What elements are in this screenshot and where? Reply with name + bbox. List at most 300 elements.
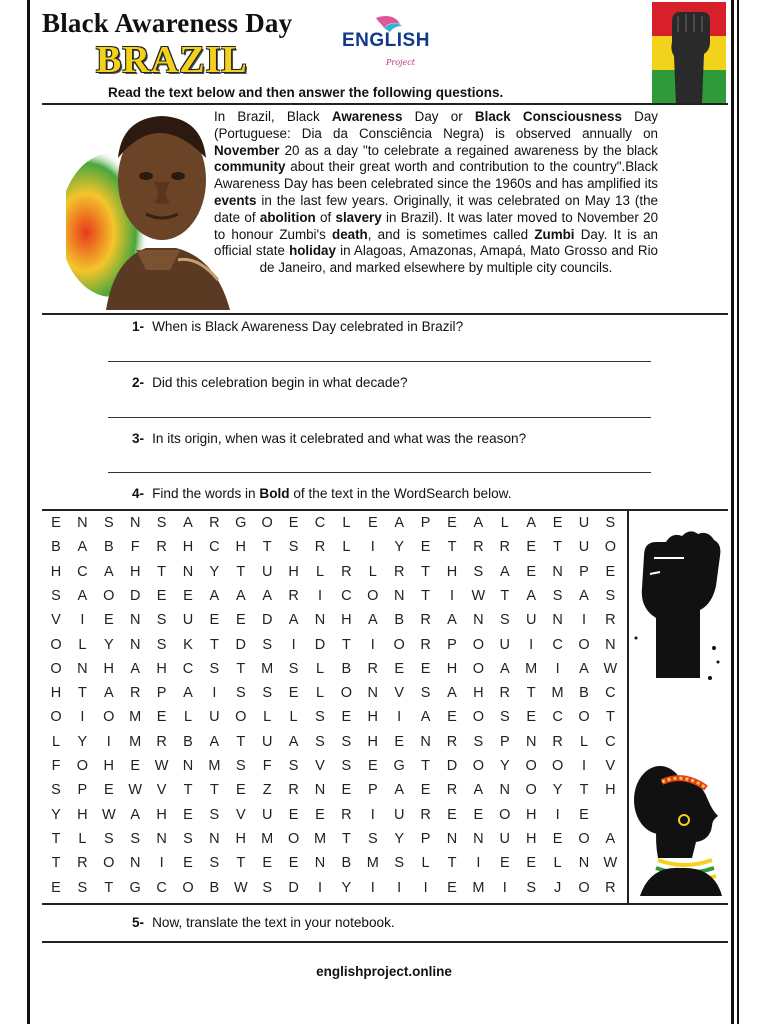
word-search-letter[interactable]: O (50, 709, 62, 726)
word-search-letter[interactable]: A (473, 515, 484, 531)
word-search-letter[interactable]: A (394, 782, 405, 799)
word-search-letter[interactable]: A (130, 660, 141, 677)
word-search-letter[interactable]: L (342, 515, 351, 531)
word-search-letter[interactable]: H (103, 660, 115, 677)
word-search-letter[interactable]: N (314, 612, 326, 629)
word-search-letter[interactable]: L (289, 709, 298, 726)
word-search-letter[interactable]: B (51, 539, 61, 556)
word-search-letter[interactable]: T (157, 563, 167, 580)
word-search-letter[interactable]: N (552, 612, 563, 629)
word-search-letter[interactable]: H (156, 806, 167, 823)
word-search-letter[interactable]: Y (394, 539, 405, 556)
word-search-letter[interactable]: F (262, 758, 272, 774)
word-search-letter[interactable]: S (156, 636, 167, 653)
word-search-letter[interactable]: E (156, 709, 167, 726)
word-search-letter[interactable]: C (314, 515, 326, 531)
word-search-letter[interactable]: F (51, 758, 61, 774)
word-search-letter[interactable]: S (183, 830, 193, 847)
word-search-letter[interactable]: A (420, 709, 431, 726)
word-search-letter[interactable]: S (367, 830, 378, 847)
word-search-letter[interactable]: S (156, 612, 167, 629)
word-search-letter[interactable]: E (579, 806, 589, 823)
word-search-letter[interactable]: S (288, 660, 299, 677)
word-search-letter[interactable]: N (499, 782, 511, 799)
word-search-letter[interactable]: A (526, 515, 537, 531)
word-search-letter[interactable]: H (473, 685, 484, 702)
word-search-letter[interactable]: N (367, 685, 379, 702)
word-search-letter[interactable]: E (51, 515, 61, 531)
word-search-letter[interactable]: B (394, 612, 405, 629)
word-search-letter[interactable]: R (473, 539, 484, 556)
word-search-letter[interactable]: O (472, 636, 485, 653)
word-search-letter[interactable]: L (183, 709, 193, 726)
word-search-letter[interactable]: S (341, 758, 352, 774)
word-search-letter[interactable]: E (420, 782, 431, 799)
word-search-letter[interactable]: N (393, 587, 405, 604)
word-search-letter[interactable]: O (604, 539, 617, 556)
word-search-letter[interactable]: B (103, 539, 114, 556)
word-search-letter[interactable]: O (499, 806, 511, 823)
word-search-letter[interactable]: S (130, 830, 141, 847)
word-search-letter[interactable]: T (209, 782, 219, 799)
word-search-letter[interactable]: G (235, 515, 247, 531)
word-search-letter[interactable]: E (605, 563, 616, 580)
word-search-letter[interactable]: V (156, 782, 167, 799)
word-search-letter[interactable]: Y (103, 636, 114, 653)
word-search-letter[interactable]: A (367, 612, 378, 629)
word-search-letter[interactable]: W (603, 660, 618, 677)
word-search-letter[interactable]: O (472, 660, 485, 677)
word-search-letter[interactable]: A (77, 539, 88, 556)
word-search-letter[interactable]: M (313, 830, 327, 847)
word-search-letter[interactable]: R (314, 539, 326, 556)
word-search-letter[interactable]: T (236, 660, 246, 677)
word-search-letter[interactable]: D (261, 612, 273, 629)
word-search-letter[interactable]: T (236, 855, 246, 872)
word-search-letter[interactable]: E (367, 515, 378, 531)
word-search-letter[interactable]: E (103, 612, 114, 629)
word-search-letter[interactable]: O (103, 855, 115, 872)
word-search-letter[interactable]: H (50, 685, 62, 702)
word-search-letter[interactable]: P (77, 782, 88, 799)
word-search-letter[interactable]: R (446, 782, 458, 799)
word-search-letter[interactable]: O (261, 515, 273, 531)
word-search-letter[interactable]: E (367, 758, 378, 774)
word-search-letter[interactable]: H (341, 612, 352, 629)
word-search-letter[interactable]: C (156, 879, 167, 896)
word-search-letter[interactable]: I (397, 879, 402, 896)
word-search-letter[interactable]: P (420, 830, 431, 847)
word-search-letter[interactable]: J (553, 879, 562, 896)
word-search-letter[interactable]: A (288, 733, 299, 750)
word-search-letter[interactable]: A (394, 515, 405, 531)
word-search-letter[interactable]: A (103, 685, 114, 702)
word-search-letter[interactable]: N (473, 612, 484, 629)
word-search-letter[interactable]: L (51, 733, 61, 750)
word-search-letter[interactable]: I (370, 806, 375, 823)
word-search-letter[interactable]: E (288, 855, 299, 872)
word-search-letter[interactable]: O (182, 879, 194, 896)
word-search-letter[interactable]: E (499, 855, 510, 872)
word-search-letter[interactable]: I (581, 758, 587, 774)
word-search-letter[interactable]: E (288, 515, 299, 531)
word-search-letter[interactable]: T (209, 636, 219, 653)
word-search-letter[interactable]: S (315, 733, 325, 750)
word-search-letter[interactable]: B (579, 685, 589, 702)
word-search-letter[interactable]: A (183, 515, 193, 531)
word-search-letter[interactable]: S (262, 636, 273, 653)
word-search-letter[interactable]: A (579, 660, 589, 677)
word-search-letter[interactable]: G (129, 879, 141, 896)
word-search-letter[interactable]: H (50, 563, 62, 580)
word-search-letter[interactable]: N (77, 515, 88, 531)
word-search-letter[interactable]: C (341, 587, 352, 604)
word-search-letter[interactable]: E (420, 539, 431, 556)
word-search-letter[interactable]: R (288, 587, 299, 604)
word-search-letter[interactable]: T (51, 855, 61, 872)
word-search-letter[interactable]: R (341, 563, 352, 580)
word-search-letter[interactable]: O (472, 758, 485, 774)
word-search-letter[interactable]: S (605, 515, 616, 531)
word-search-letter[interactable]: I (423, 879, 428, 896)
word-search-letter[interactable]: O (393, 636, 405, 653)
word-search-letter[interactable]: R (129, 685, 141, 702)
word-search-letter[interactable]: R (341, 806, 352, 823)
word-search-letter[interactable]: N (129, 636, 141, 653)
word-search-letter[interactable]: A (499, 660, 510, 677)
word-search-letter[interactable]: I (449, 587, 455, 604)
word-search-letter[interactable]: U (578, 539, 590, 556)
word-search-letter[interactable]: S (341, 733, 352, 750)
word-search-letter[interactable]: I (317, 587, 323, 604)
word-search-letter[interactable]: I (529, 636, 534, 653)
word-search-letter[interactable]: Y (51, 806, 61, 823)
word-search-letter[interactable]: R (605, 879, 616, 896)
word-search-letter[interactable]: E (103, 782, 114, 799)
word-search-letter[interactable]: I (370, 636, 375, 653)
word-search-letter[interactable]: E (394, 660, 405, 677)
word-search-letter[interactable]: E (51, 879, 61, 896)
word-search-letter[interactable]: R (499, 539, 511, 556)
word-search-letter[interactable]: Y (77, 733, 88, 750)
word-search-letter[interactable]: H (367, 733, 379, 750)
word-search-letter[interactable]: R (420, 806, 431, 823)
word-search-letter[interactable]: M (366, 855, 379, 872)
word-search-letter[interactable]: T (421, 758, 431, 774)
word-search-letter[interactable]: L (78, 636, 87, 653)
word-search-letter[interactable]: M (129, 709, 142, 726)
word-search-letter[interactable]: M (129, 733, 142, 750)
word-search-letter[interactable]: H (367, 709, 379, 726)
word-search-letter[interactable]: C (605, 733, 616, 750)
word-search-letter[interactable]: H (288, 563, 299, 580)
word-search-letter[interactable]: L (421, 855, 430, 872)
word-search-letter[interactable]: S (473, 733, 484, 750)
word-search-letter[interactable]: S (103, 515, 114, 531)
word-search-letter[interactable]: B (341, 855, 352, 872)
word-search-letter[interactable]: V (605, 758, 616, 774)
word-search-letter[interactable]: A (77, 587, 88, 604)
word-search-letter[interactable]: A (288, 612, 299, 629)
word-search-letter[interactable]: N (420, 733, 431, 750)
word-search-letter[interactable]: S (103, 830, 114, 847)
word-search-letter[interactable]: I (476, 855, 481, 872)
word-search-letter[interactable]: E (341, 782, 352, 799)
word-search-letter[interactable]: S (209, 806, 220, 823)
word-search-letter[interactable]: W (603, 855, 618, 872)
word-search-letter[interactable]: S (262, 879, 273, 896)
word-search-letter[interactable]: T (183, 782, 193, 799)
word-search-letter[interactable]: D (288, 879, 299, 896)
word-search-letter[interactable]: O (578, 709, 590, 726)
word-search-letter[interactable]: E (552, 515, 563, 531)
word-search-letter[interactable]: O (76, 758, 89, 774)
word-search-letter[interactable]: L (368, 563, 377, 580)
word-search-letter[interactable]: T (421, 587, 431, 604)
word-search-letter[interactable]: I (212, 685, 217, 702)
word-search-letter[interactable]: U (261, 733, 273, 750)
word-search-letter[interactable]: V (315, 758, 325, 774)
word-search-letter[interactable]: E (183, 855, 193, 872)
word-search-letter[interactable]: P (420, 515, 431, 531)
word-search-letter[interactable]: H (129, 563, 141, 580)
word-search-letter[interactable]: N (605, 636, 616, 653)
word-search-letter[interactable]: N (77, 660, 88, 677)
word-search-letter[interactable]: L (579, 733, 589, 750)
word-search-letter[interactable]: T (579, 782, 589, 799)
word-search-letter[interactable]: S (499, 612, 510, 629)
word-search-letter[interactable]: S (473, 563, 484, 580)
word-search-letter[interactable]: I (370, 539, 375, 556)
word-search-letter[interactable]: N (209, 830, 220, 847)
word-search-letter[interactable]: U (182, 612, 194, 629)
word-search-letter[interactable]: P (367, 782, 378, 799)
word-search-letter[interactable]: E (526, 709, 537, 726)
word-search-letter[interactable]: A (262, 587, 273, 604)
word-search-letter[interactable]: G (393, 758, 405, 774)
word-search-letter[interactable]: W (471, 587, 486, 604)
word-search-letter[interactable]: C (605, 685, 616, 702)
word-search-letter[interactable]: H (605, 782, 616, 799)
word-search-letter[interactable]: A (499, 563, 510, 580)
word-search-letter[interactable]: C (182, 660, 194, 677)
word-search-letter[interactable]: Z (262, 782, 272, 799)
word-search-letter[interactable]: E (288, 685, 299, 702)
word-search-letter[interactable]: N (314, 855, 326, 872)
word-search-letter[interactable]: O (472, 709, 485, 726)
word-search-letter[interactable]: T (236, 733, 246, 750)
word-search-letter[interactable]: O (340, 685, 353, 702)
word-search-letter[interactable]: L (263, 709, 272, 726)
word-search-letter[interactable]: R (605, 612, 616, 629)
word-search-letter[interactable]: A (447, 685, 457, 702)
word-search-letter[interactable]: F (130, 539, 140, 556)
word-search-letter[interactable]: N (314, 782, 326, 799)
word-search-letter[interactable]: M (551, 685, 564, 702)
word-search-letter[interactable]: A (183, 685, 193, 702)
word-search-letter[interactable]: H (446, 660, 458, 677)
word-search-letter[interactable]: Y (552, 782, 563, 799)
word-search-letter[interactable]: W (101, 806, 116, 823)
word-search-letter[interactable]: T (236, 563, 246, 580)
word-search-letter[interactable]: O (525, 782, 537, 799)
word-search-letter[interactable]: N (552, 563, 563, 580)
word-search-letter[interactable]: I (555, 806, 560, 823)
word-search-letter[interactable]: S (209, 660, 220, 677)
word-search-letter[interactable]: E (209, 612, 220, 629)
word-search-letter[interactable]: U (261, 806, 273, 823)
word-search-letter[interactable]: C (552, 709, 563, 726)
word-search-letter[interactable]: A (447, 612, 457, 629)
word-search-letter[interactable]: B (183, 733, 193, 750)
word-search-letter[interactable]: N (578, 855, 590, 872)
word-search-letter[interactable]: O (103, 587, 115, 604)
word-search-letter[interactable]: U (499, 636, 511, 653)
word-search-letter[interactable]: E (183, 806, 193, 823)
word-search-letter[interactable]: O (287, 830, 300, 847)
word-search-letter[interactable]: R (552, 733, 563, 750)
word-search-letter[interactable]: I (159, 855, 164, 872)
word-search-letter[interactable]: P (447, 636, 457, 653)
word-search-letter[interactable]: E (235, 782, 246, 799)
word-search-letter[interactable]: T (447, 855, 457, 872)
word-search-letter[interactable]: A (473, 782, 484, 799)
word-search-letter[interactable]: I (291, 636, 296, 653)
word-search-letter[interactable]: R (446, 733, 458, 750)
word-search-letter[interactable]: U (209, 709, 220, 726)
word-search-letter[interactable]: R (77, 855, 88, 872)
word-search-letter[interactable]: P (579, 563, 589, 580)
word-search-letter[interactable]: T (421, 563, 431, 580)
word-search-letter[interactable]: V (51, 612, 61, 629)
word-search-letter[interactable]: O (551, 758, 564, 774)
word-search-letter[interactable]: O (103, 709, 115, 726)
word-search-letter[interactable]: E (315, 806, 325, 823)
word-search-letter[interactable]: H (156, 660, 167, 677)
word-search-letter[interactable]: E (130, 758, 141, 774)
word-search-letter[interactable]: N (525, 733, 537, 750)
word-search-letter[interactable]: R (499, 685, 511, 702)
word-search-letter[interactable]: E (526, 855, 537, 872)
word-search-letter[interactable]: E (235, 612, 246, 629)
word-search-letter[interactable]: I (106, 733, 111, 750)
word-search-letter[interactable]: I (370, 879, 375, 896)
answer-line-1[interactable] (108, 361, 651, 362)
word-search-letter[interactable]: S (552, 587, 563, 604)
word-search-letter[interactable]: T (51, 830, 61, 847)
word-search-letter[interactable]: A (605, 830, 616, 847)
word-search-letter[interactable]: S (156, 515, 167, 531)
word-search-letter[interactable]: S (262, 685, 273, 702)
word-search-letter[interactable]: S (420, 685, 431, 702)
word-search-letter[interactable]: T (77, 685, 87, 702)
word-search-letter[interactable]: N (446, 830, 458, 847)
word-search-letter[interactable]: A (209, 587, 220, 604)
word-search-letter[interactable]: A (209, 733, 220, 750)
word-search-letter[interactable]: L (78, 830, 87, 847)
word-search-letter[interactable]: T (526, 685, 536, 702)
word-search-letter[interactable]: O (578, 879, 590, 896)
word-search-letter[interactable]: R (367, 660, 379, 677)
word-search-letter[interactable]: S (51, 587, 61, 604)
word-search-letter[interactable]: P (156, 685, 167, 702)
word-search-letter[interactable]: N (129, 612, 141, 629)
word-search-letter[interactable]: M (261, 660, 274, 677)
word-search-letter[interactable]: O (50, 636, 62, 653)
word-search-letter[interactable]: E (394, 733, 405, 750)
word-search-letter[interactable]: A (526, 587, 537, 604)
word-search-letter[interactable]: P (499, 733, 510, 750)
word-search-letter[interactable]: N (129, 855, 141, 872)
word-search-letter[interactable]: R (156, 539, 167, 556)
word-search-letter[interactable]: O (50, 660, 62, 677)
word-search-letter[interactable]: N (156, 830, 167, 847)
word-search-letter[interactable]: E (447, 515, 457, 531)
word-search-letter[interactable]: N (182, 758, 194, 774)
word-search-letter[interactable]: H (525, 830, 537, 847)
word-search-letter[interactable]: E (447, 879, 457, 896)
word-search-letter[interactable]: H (235, 539, 247, 556)
word-search-letter[interactable]: T (104, 879, 114, 896)
word-search-letter[interactable]: R (156, 733, 167, 750)
word-search-letter[interactable]: C (552, 636, 563, 653)
word-search-letter[interactable]: B (341, 660, 352, 677)
word-search-letter[interactable]: B (209, 879, 220, 896)
word-search-letter[interactable]: I (397, 709, 402, 726)
word-search-letter[interactable]: W (233, 879, 248, 896)
word-search-letter[interactable]: S (288, 758, 299, 774)
word-search-letter[interactable]: O (578, 830, 590, 847)
word-search-letter[interactable]: E (341, 709, 352, 726)
word-search-letter[interactable]: R (420, 612, 431, 629)
word-search-letter[interactable]: M (525, 660, 538, 677)
word-search-letter[interactable]: T (500, 587, 510, 604)
answer-line-2[interactable] (108, 417, 651, 418)
word-search-letter[interactable]: C (77, 563, 88, 580)
word-search-letter[interactable]: E (183, 587, 193, 604)
word-search-letter[interactable]: U (578, 515, 590, 531)
word-search-letter[interactable]: T (605, 709, 615, 726)
word-search-letter[interactable]: D (314, 636, 326, 653)
word-search-letter[interactable]: M (261, 830, 274, 847)
word-search-letter[interactable]: L (553, 855, 562, 872)
word-search-letter[interactable]: E (552, 830, 563, 847)
word-search-letter[interactable]: R (420, 636, 431, 653)
word-search-letter[interactable]: O (235, 709, 247, 726)
word-search-letter[interactable]: R (393, 563, 405, 580)
word-search-letter[interactable]: I (80, 709, 85, 726)
word-search-letter[interactable]: V (235, 806, 246, 823)
word-search-letter[interactable]: Y (394, 830, 405, 847)
word-search-letter[interactable]: O (525, 758, 537, 774)
word-search-letter[interactable]: E (526, 563, 537, 580)
word-search-letter[interactable]: T (447, 539, 457, 556)
word-search-letter[interactable]: E (447, 806, 457, 823)
word-search-letter[interactable]: E (526, 539, 537, 556)
word-search-letter[interactable]: L (342, 539, 351, 556)
word-search-letter[interactable]: H (446, 563, 458, 580)
word-search-letter[interactable]: Y (341, 879, 352, 896)
word-search-letter[interactable]: D (235, 636, 247, 653)
word-search-letter[interactable]: U (499, 830, 511, 847)
word-search-letter[interactable]: R (209, 515, 220, 531)
word-search-letter[interactable]: I (80, 612, 85, 629)
word-search-letter[interactable]: D (129, 587, 141, 604)
word-search-letter[interactable]: K (183, 636, 193, 653)
word-search-letter[interactable]: S (288, 539, 299, 556)
word-search-letter[interactable]: Y (209, 563, 220, 580)
word-search-letter[interactable]: T (262, 539, 272, 556)
